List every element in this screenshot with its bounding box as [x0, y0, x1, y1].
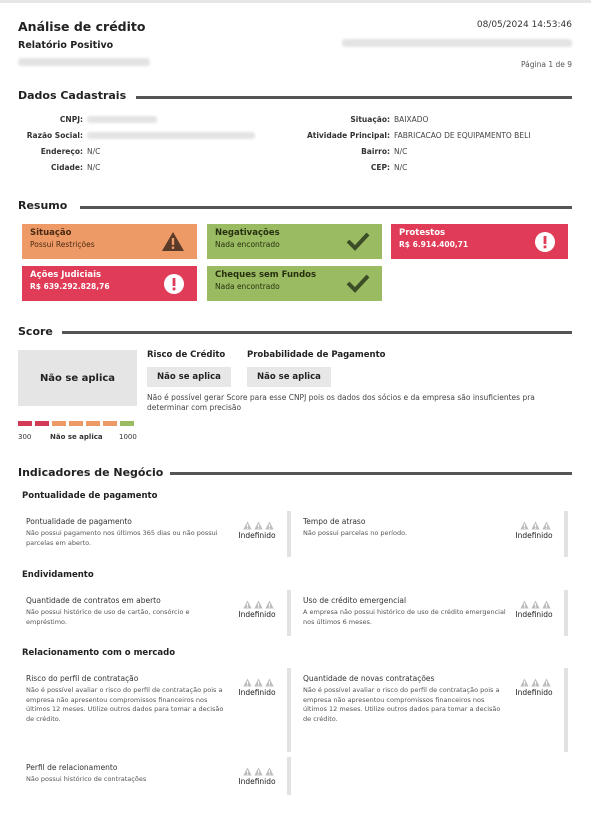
- warning-triangle-icon: [161, 231, 185, 252]
- indicator-item: [303, 668, 553, 752]
- page-number: Página 1 de 9: [520, 60, 572, 69]
- indicator-value: Indefinido: [238, 688, 276, 697]
- bairro-value: N/C: [394, 147, 408, 156]
- page-title: Análise de crédito: [18, 19, 146, 34]
- indicator-side-bar: [564, 668, 568, 752]
- score-bar-segment: [52, 421, 66, 426]
- indicator-value: Indefinido: [515, 531, 553, 540]
- indicator-description: Não possui parcelas no período.: [303, 529, 408, 537]
- score-bar-segment: [86, 421, 100, 426]
- section-divider: [62, 331, 572, 334]
- summary-card-protestos: [391, 224, 568, 259]
- alert-circle-icon: [534, 231, 556, 253]
- alert-circle-icon: [163, 273, 185, 295]
- group-title-relacionamento: Relacionamento com o mercado: [22, 648, 176, 658]
- indicator-description: Não possui histórico de contratações: [26, 775, 147, 783]
- risk-value-pill: Não se aplica: [147, 367, 231, 387]
- check-icon: [346, 231, 370, 251]
- score-bar-segment: [69, 421, 83, 426]
- check-icon: [346, 273, 370, 293]
- indicator-side-bar: [564, 511, 568, 557]
- atividade-value: FABRICACAO DE EQUIPAMENTO BELI: [394, 131, 531, 140]
- section-divider: [170, 472, 572, 475]
- indicator-title: Quantidade de novas contratações: [303, 674, 435, 683]
- score-min-label: 300: [18, 433, 32, 441]
- section-title-cadastrais: Dados Cadastrais: [18, 89, 127, 102]
- section-title-resumo: Resumo: [18, 199, 68, 212]
- indicator-title: Quantidade de contratos em aberto: [26, 596, 161, 605]
- indicator-description: A empresa não possui histórico de uso de crédito emergencial nos últimos 6 meses.: [303, 608, 506, 626]
- indicator-side-bar: [564, 590, 568, 636]
- card-subtitle: R$ 6.914.400,71: [399, 240, 469, 249]
- redacted-cnpj: [87, 116, 157, 123]
- score-bar-segment: [120, 421, 134, 426]
- indicator-item: [303, 511, 553, 557]
- indicator-side-bar: [287, 668, 291, 752]
- card-subtitle: Nada encontrado: [215, 240, 280, 249]
- card-title: Ações Judiciais: [30, 270, 102, 280]
- card-subtitle: R$ 639.292.828,76: [30, 282, 110, 291]
- card-title: Situação: [30, 228, 72, 238]
- indicator-value: Indefinido: [515, 688, 553, 697]
- indicator-item: [26, 668, 276, 752]
- indicator-value: Indefinido: [515, 610, 553, 619]
- endereco-label: Endereço:: [40, 147, 83, 156]
- score-description: Não é possível gerar Score para esse CNPJ pois os dados dos sócios e da empresa são insuficientes pra determinar com precisão: [147, 393, 535, 412]
- indicator-description: Não possui pagamento nos últimos 365 dias ou não possui parcelas em aberto.: [26, 529, 218, 547]
- section-title-indicadores: Indicadores de Negócio: [18, 466, 164, 479]
- cep-value: N/C: [394, 163, 408, 172]
- cidade-label: Cidade:: [51, 163, 83, 172]
- indicator-value: Indefinido: [238, 777, 276, 786]
- top-border: [0, 0, 591, 3]
- score-mid-label: Não se aplica: [50, 433, 103, 441]
- indicator-title: Tempo de atraso: [303, 517, 366, 526]
- indicator-title: Risco do perfil de contratação: [26, 674, 139, 683]
- indicator-item: [303, 590, 553, 636]
- redacted-header-info: [342, 39, 572, 47]
- section-divider: [136, 96, 572, 99]
- indicator-item: [26, 590, 276, 636]
- summary-card-cheques: [207, 266, 382, 301]
- group-title-pontualidade: Pontualidade de pagamento: [22, 491, 158, 501]
- score-bar-segment: [18, 421, 32, 426]
- score-bar-segment: [103, 421, 117, 426]
- indicator-side-bar: [287, 757, 291, 795]
- indicator-description: Não possui histórico de uso de cartão, consórcio e empréstimo.: [26, 608, 190, 626]
- indicator-title: Pontualidade de pagamento: [26, 517, 132, 526]
- indicator-description: Não é possível avaliar o risco do perfil de contratação pois a empresa não apresentou compromissos financeiros nos últimos 12 meses. Utilize outros dados para tomar a decisão de crédito.: [303, 686, 501, 723]
- probability-title: Probabilidade de Pagamento: [247, 350, 386, 360]
- group-title-endividamento: Endividamento: [22, 570, 94, 580]
- risk-title: Risco de Crédito: [147, 350, 226, 360]
- bairro-label: Bairro:: [361, 147, 390, 156]
- card-subtitle: Possui Restrições: [30, 240, 95, 249]
- score-max-label: 1000: [119, 433, 137, 441]
- score-value-box: Não se aplica: [18, 350, 137, 406]
- indicator-side-bar: [287, 590, 291, 636]
- probability-value-pill: Não se aplica: [247, 367, 331, 387]
- card-title: Protestos: [399, 228, 446, 238]
- summary-card-situacao: [22, 224, 197, 259]
- report-subtitle: Relatório Positivo: [18, 40, 114, 51]
- card-title: Cheques sem Fundos: [215, 270, 317, 280]
- section-title-score: Score: [18, 325, 53, 338]
- cidade-value: N/C: [87, 163, 101, 172]
- indicator-value: Indefinido: [238, 531, 276, 540]
- indicator-title: Perfil de relacionamento: [26, 763, 118, 772]
- score-bar-segment: [35, 421, 49, 426]
- atividade-label: Atividade Principal:: [306, 131, 390, 140]
- summary-card-acoes-judiciais: [22, 266, 197, 301]
- situacao-label: Situação:: [350, 115, 390, 124]
- redacted-razao-social: [87, 132, 255, 139]
- indicator-description: Não é possível avaliar o risco do perfil de contratação pois a empresa não apresentou compromissos financeiros nos últimos 12 meses. Utilize outros dados para tomar a decisão de crédito.: [26, 686, 224, 723]
- indicator-side-bar: [287, 511, 291, 557]
- razao-social-label: Razão Social:: [26, 131, 83, 140]
- cep-label: CEP:: [370, 163, 390, 172]
- endereco-value: N/C: [87, 147, 101, 156]
- indicator-item: [26, 757, 276, 795]
- card-title: Negativações: [215, 228, 280, 238]
- card-subtitle: Nada encontrado: [215, 282, 280, 291]
- indicator-item: [26, 511, 276, 557]
- section-divider: [80, 206, 572, 209]
- report-datetime: 08/05/2024 14:53:46: [476, 20, 572, 30]
- indicator-title: Uso de crédito emergencial: [303, 596, 407, 605]
- situacao-value: BAIXADO: [394, 115, 429, 124]
- indicator-value: Indefinido: [238, 610, 276, 619]
- cnpj-label: CNPJ:: [59, 115, 83, 124]
- summary-card-negativacoes: [207, 224, 382, 259]
- redacted-company-name: [18, 58, 150, 66]
